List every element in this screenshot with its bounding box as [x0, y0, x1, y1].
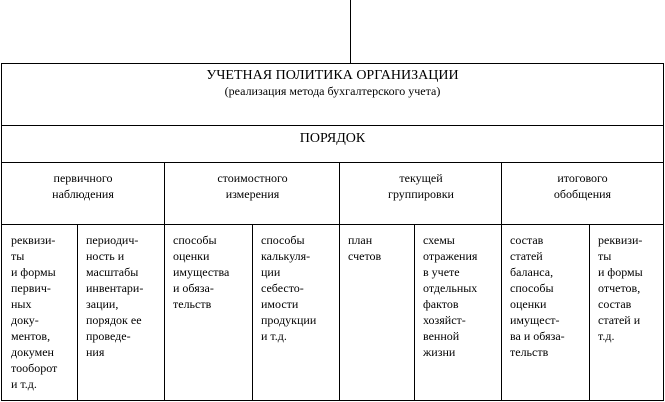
cell-chart-of-accounts: план счетов [348, 233, 382, 263]
group-cost-measurement: стоимостного измерения [217, 171, 288, 201]
divider-group-1 [164, 163, 165, 400]
title-block [2, 68, 663, 99]
diagram-title: УЧЕТНАЯ ПОЛИТИКА ОРГАНИЗАЦИИ [206, 68, 459, 83]
cell-document-requisites: реквизи- ты и формы первич- ных доку- ментов, докумен тооборот и т.д. [11, 233, 58, 391]
order-label: ПОРЯДОК [299, 131, 366, 146]
cell-balance-composition: состав статей баланса, способы оценки имущест- ва и обяза- тельств [510, 233, 565, 359]
group-final-summary: итогового обобщения [553, 171, 612, 201]
divider-groups [2, 224, 663, 225]
cell-inventory-frequency: периодич- ность и масштабы инвентари- зации, порядок ее проведе- ния [86, 233, 144, 359]
diagram-subtitle: (реализация метода бухгалтерского учета) [224, 84, 441, 98]
cell-cost-calculation: способы калькуля- ции себесто- имости продукции и т.д. [261, 233, 317, 343]
cell-accounting-schemes: схемы отражения в учете отдельных фактов хозяйст- венной жизни [423, 233, 478, 359]
divider-order [2, 162, 663, 163]
divider-sub-1 [77, 225, 78, 400]
divider-title [2, 125, 663, 126]
divider-group-2 [339, 163, 340, 400]
group-primary-observation: первичного наблюдения [52, 171, 114, 201]
cell-asset-valuation: способы оценки имущества и обяза- тельств [173, 233, 230, 311]
group-current-grouping: текущей группировки [388, 171, 454, 201]
divider-sub-2 [252, 225, 253, 400]
divider-group-3 [501, 163, 502, 400]
cell-report-requisites: реквизи- ты и формы отчетов, состав статей и т.д. [598, 233, 643, 343]
policy-diagram [1, 63, 664, 401]
divider-sub-3 [414, 225, 415, 400]
divider-sub-4 [589, 225, 590, 400]
top-connector-line [350, 0, 351, 63]
